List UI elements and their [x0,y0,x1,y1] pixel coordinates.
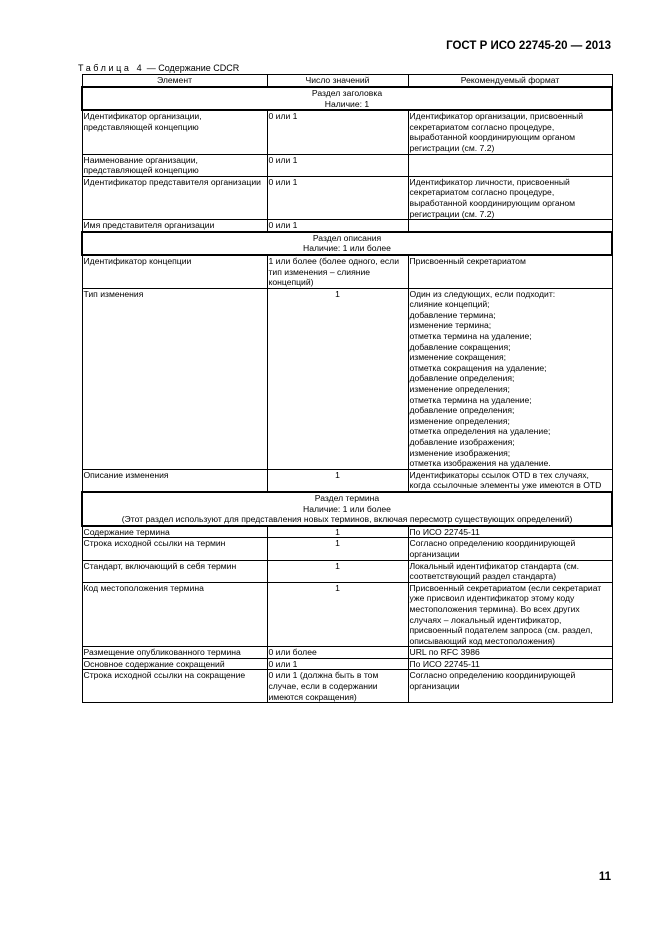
table-row [82,154,612,176]
cell-count: 0 или 1 [267,176,408,219]
cell-element: Идентификатор организации, представляющей концепцию [82,110,267,154]
table-row [82,538,612,560]
section-title: Раздел термина [314,492,380,503]
cell-count: 0 или более [267,647,408,659]
cell-count: 0 или 1 [267,658,408,670]
format-option: добавление определения; [409,405,515,416]
section-title: Раздел заголовка [311,88,383,98]
cell-count: 1 [267,538,408,560]
cell-count: 0 или 1 [267,220,408,232]
cell-format: Согласно определению координирующей организации [408,538,612,560]
format-option: отметка термина на удаление; [409,331,532,342]
section-title: Раздел описания [312,232,382,243]
cell-format: Присвоенный секретариатом [408,255,612,288]
cell-element: Строка исходной ссылки на термин [82,538,267,560]
cell-element: Наименование организации, представляющей концепцию [82,154,267,176]
format-option: изменение определения; [409,415,510,426]
cell-element: Размещение опубликованного термина [82,647,267,659]
table-row [82,670,612,703]
cell-count: 1 [267,526,408,538]
table-row [82,526,612,538]
cell-format: Согласно определению координирующей организации [408,670,612,703]
format-option: добавление термина; [409,309,496,320]
column-header-element: Элемент [82,75,267,88]
cell-element: Тип изменения [82,288,267,469]
column-header-count: Число значений [267,75,408,88]
table-row [82,288,612,469]
format-option: изменение определения; [409,384,510,395]
cell-format [408,288,612,469]
section-header [82,492,612,526]
cell-element: Описание изменения [82,469,267,492]
table-caption [78,63,239,73]
cell-format: Идентификаторы ссылок OTD в тех случаях, когда ссылочные элементы уже имеются в OTD [408,469,612,492]
table-caption-title: — Содержание CDCR [144,63,240,73]
format-option: изменение термина; [409,320,492,331]
table-row [82,176,612,219]
cell-format: Идентификатор организации, присвоенный секретариатом согласно процедуре, выработанной координирующим органом регистрации (см. 7.2) [408,110,612,154]
cell-count: 0 или 1 [267,154,408,176]
cell-format [408,220,612,232]
format-option: отметка определения на удаление; [409,426,551,437]
table-row [82,110,612,154]
document-header: ГОСТ Р ИСО 22745-20 — 2013 [446,40,611,52]
page-number: 11 [598,871,611,883]
content-table [81,74,613,703]
table-row [82,255,612,288]
section-header-row [82,232,612,255]
section-header-row [82,492,612,526]
format-option: отметка изображения на удаление. [409,458,551,469]
cell-element: Код местоположения термина [82,582,267,647]
column-header-format: Рекомендуемый формат [408,75,612,88]
cell-element: Содержание термина [82,526,267,538]
format-option: отметка термина на удаление; [409,394,532,405]
cell-format [408,154,612,176]
format-option: добавление изображения; [409,437,515,447]
section-note: (Этот раздел используют для представления новых терминов, включая пересмотр существующих определений) [121,514,573,525]
cell-count: 1 [267,582,408,647]
format-option: Один из следующих, если подходит: [409,288,556,299]
cell-format: Идентификатор личности, присвоенный секретариатом согласно процедуре, выработанной координирующим органом регистрации (см. 7.2) [408,176,612,219]
cell-element: Строка исходной ссылки на сокращение [82,670,267,703]
table-row [82,658,612,670]
table-body [82,87,612,703]
format-option: добавление определения; [409,373,515,384]
section-availability: Наличие: 1 или более [303,243,391,254]
table-row [82,220,612,232]
cell-count: 0 или 1 [267,110,408,154]
format-option: изменение сокращения; [409,352,506,363]
format-option: изменение изображения; [409,447,511,458]
cell-count: 0 или 1 (должна быть в том случае, если в содержании имеются сокращения) [267,670,408,703]
cell-format: URL по RFC 3986 [408,647,612,659]
section-header [82,87,612,110]
section-header [82,232,612,255]
cell-count: 1 или более (более одного, если тип изменения – слияние концепций) [267,255,408,288]
section-availability: Наличие: 1 или более [303,503,391,514]
cell-format: По ИСО 22745-11 [408,658,612,670]
table-caption-label: Таблица 4 [78,63,145,73]
cell-count: 1 [267,469,408,492]
table-header-row [82,75,612,88]
cell-element: Имя представителя организации [82,220,267,232]
cell-format: Локальный идентификатор стандарта (см. соответствующий раздел стандарта) [408,560,612,582]
format-option: слияние концепций; [409,299,490,310]
format-option: добавление сокращения; [409,341,511,352]
cell-format: Присвоенный секретариатом (если секретариат уже присвоил идентификатор этому коду местоположения термина). Во всех других случаях – локальный идентификатор, присвоенный подателем запроса (см. раздел, описывающий код местоположения) [408,582,612,647]
cell-element: Идентификатор представителя организации [82,176,267,219]
cell-format: По ИСО 22745-11 [408,526,612,538]
cell-count: 1 [267,560,408,582]
table-row [82,582,612,647]
table-row [82,560,612,582]
cell-count: 1 [267,288,408,469]
cell-element: Идентификатор концепции [82,255,267,288]
section-availability: Наличие: 1 [324,98,370,109]
cell-element: Стандарт, включающий в себя термин [82,560,267,582]
section-header-row [82,87,612,110]
format-option: отметка сокращения на удаление; [409,362,547,373]
table-row [82,647,612,659]
table-row [82,469,612,492]
cell-element: Основное содержание сокращений [82,658,267,670]
